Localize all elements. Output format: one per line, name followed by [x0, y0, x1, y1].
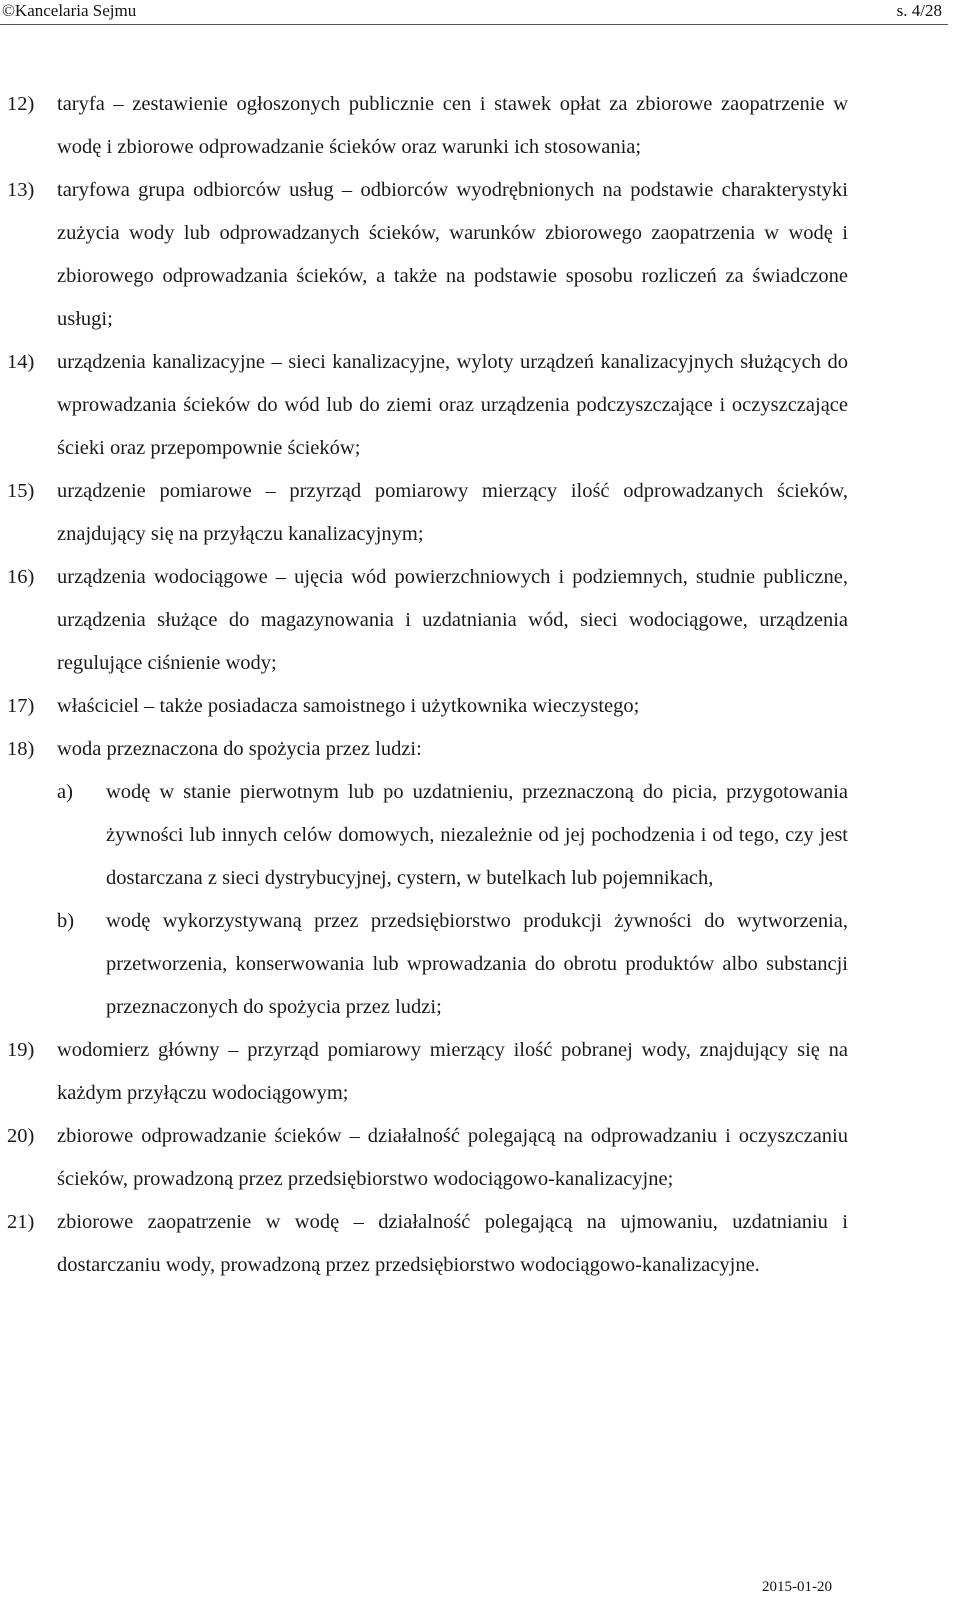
definition-item-14: [7, 341, 848, 470]
item-text: urządzenie pomiarowe – przyrząd pomiarowy mierzący ilość odprowadzanych ścieków, znajdujący się na przyłączu kanalizacyjnym;: [57, 480, 848, 545]
sub-item-text: wodę w stanie pierwotnym lub po uzdatnieniu, przeznaczoną do picia, przygotowania żywności lub innych celów domowych, niezależnie od jej pochodzenia i od tego, czy jest dostarczana z sieci dystrybucyjnej, cystern, w butelkach lub pojemnikach,: [106, 781, 848, 889]
item-text: urządzenia kanalizacyjne – sieci kanalizacyjne, wyloty urządzeń kanalizacyjnych służących do wprowadzania ścieków do wód lub do ziemi oraz urządzenia podczyszczające i oczyszczające ścieki oraz przepompownie ścieków;: [57, 351, 848, 459]
item-text: właściciel – także posiadacza samoistnego i użytkownika wieczystego;: [57, 695, 640, 717]
definition-item-18: [7, 728, 848, 771]
item-text: zbiorowe zaopatrzenie w wodę – działalność polegającą na ujmowaniu, uzdatnianiu i dostarczaniu wody, prowadzoną przez przedsiębiorstwo wodociągowo-kanalizacyjne.: [57, 1211, 848, 1276]
sub-item-b: [57, 900, 848, 1029]
header-page-number: s. 4/28: [896, 1, 942, 20]
item-text: zbiorowe odprowadzanie ścieków – działalność polegającą na odprowadzaniu i oczyszczaniu ścieków, prowadzoną przez przedsiębiorstwo wodociągowo-kanalizacyjne;: [57, 1125, 848, 1190]
footer-date: 2015-01-20: [762, 1579, 832, 1595]
item-text: woda przeznaczona do spożycia przez ludzi:: [57, 738, 422, 760]
definitions-list: [7, 83, 848, 1287]
item-text: taryfowa grupa odbiorców usług – odbiorców wyodrębnionych na podstawie charakterystyki zużycia wody lub odprowadzanych ścieków, warunków zbiorowego zaopatrzenia w wodę i zbiorowego odprowadzania ścieków, a także na podstawie sposobu rozliczeń za świadczone usługi;: [57, 179, 848, 330]
sub-item-letter: a): [57, 781, 73, 803]
header-rule: [0, 24, 948, 25]
definition-item-21: [7, 1201, 848, 1287]
sub-item-text: wodę wykorzystywaną przez przedsiębiorstwo produkcji żywności do wytworzenia, przetworzenia, konserwowania lub wprowadzania do obrotu produktów albo substancji przeznaczonych do spożycia przez ludzi;: [106, 910, 848, 1018]
item-number: 13): [7, 179, 35, 201]
item-number: 15): [7, 480, 35, 502]
item-number: 20): [7, 1125, 35, 1147]
item-number: 19): [7, 1039, 35, 1061]
sub-item-a: [57, 771, 848, 900]
item-text: taryfa – zestawienie ogłoszonych publicznie cen i stawek opłat za zbiorowe zaopatrzenie w wodę i zbiorowe odprowadzanie ścieków oraz warunki ich stosowania;: [57, 93, 848, 158]
definition-item-15: [7, 470, 848, 556]
item-number: 14): [7, 351, 35, 373]
definition-item-12: [7, 83, 848, 169]
definition-item-13: [7, 169, 848, 341]
definition-item-20: [7, 1115, 848, 1201]
item-number: 18): [7, 738, 35, 760]
definition-item-19: [7, 1029, 848, 1115]
definition-item-16: [7, 556, 848, 685]
sub-item-letter: b): [57, 910, 75, 932]
item-number: 12): [7, 93, 35, 115]
item-number: 21): [7, 1211, 35, 1233]
header-source: ©Kancelaria Sejmu: [2, 1, 137, 20]
item-number: 17): [7, 695, 35, 717]
definition-item-17: [7, 685, 848, 728]
item-number: 16): [7, 566, 35, 588]
item-text: wodomierz główny – przyrząd pomiarowy mierzący ilość pobranej wody, znajdujący się na każdym przyłączu wodociągowym;: [57, 1039, 848, 1104]
item-text: urządzenia wodociągowe – ujęcia wód powierzchniowych i podziemnych, studnie publiczne, urządzenia służące do magazynowania i uzdatniania wód, sieci wodociągowe, urządzenia regulujące ciśnienie wody;: [57, 566, 848, 674]
